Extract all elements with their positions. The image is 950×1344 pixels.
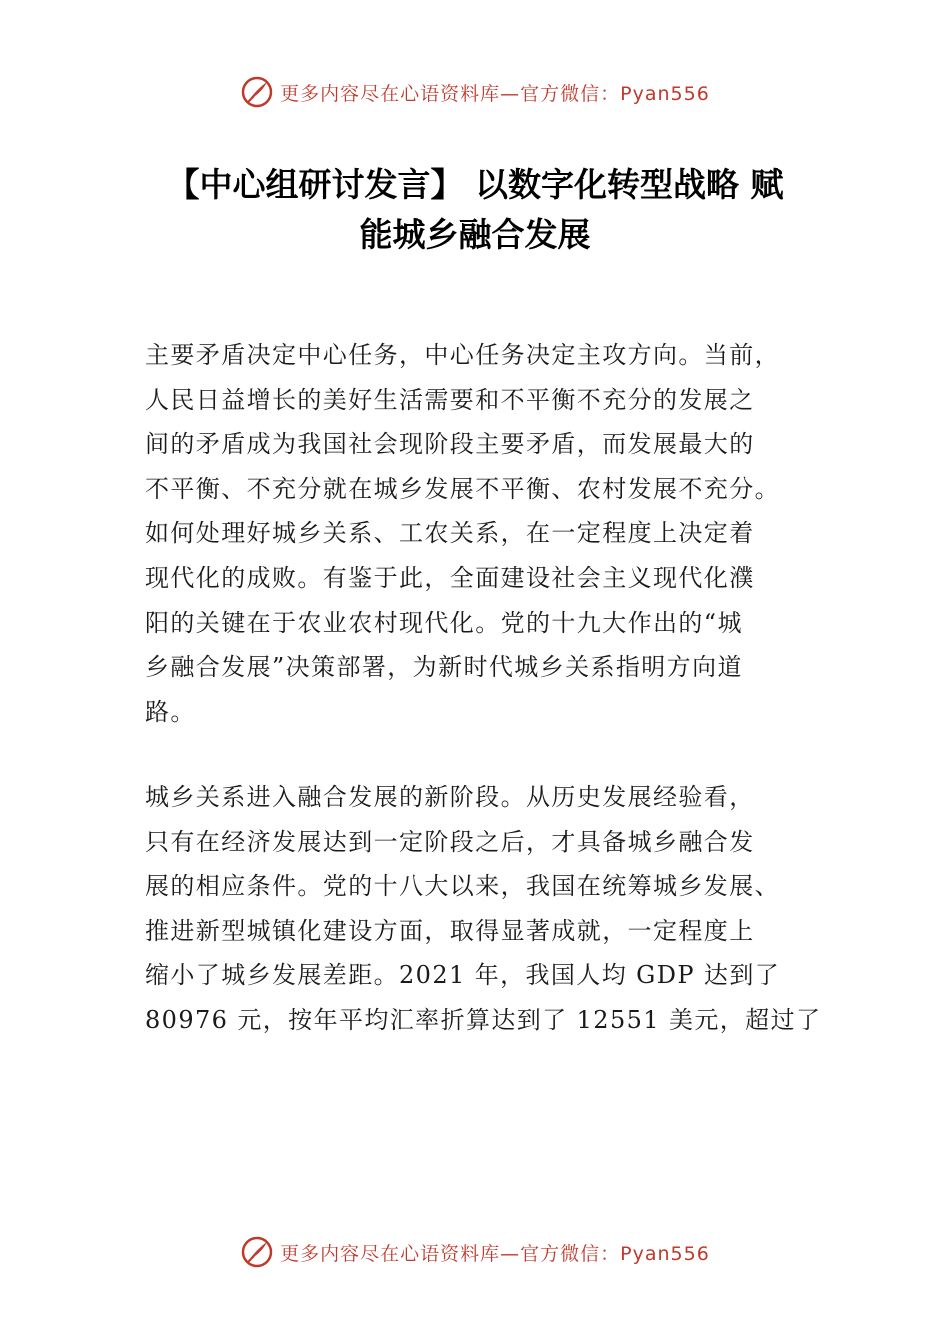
text-line: 间的矛盾成为我国社会现阶段主要矛盾，而发展最大的 xyxy=(145,430,755,459)
text-line: 80976 元，按年平均汇率折算达到了 12551 美元，超过了 xyxy=(145,1005,822,1034)
quill-logo-icon xyxy=(240,1235,274,1269)
paragraph-2 xyxy=(145,775,822,1043)
text-line: 如何处理好城乡关系、工农关系，在一定程度上决定着 xyxy=(145,519,755,548)
quill-logo-icon xyxy=(240,75,274,109)
text-line: 展的相应条件。党的十八大以来，我国在统筹城乡发展、 xyxy=(145,872,780,901)
document-title xyxy=(120,160,830,260)
text-line: 缩小了城乡发展差距。2021 年，我国人均 GDP 达到了 xyxy=(145,961,781,990)
banner-text: 更多内容尽在心语资料库—官方微信：Pyan556 xyxy=(280,82,710,105)
text-line: 现代化的成败。有鉴于此，全面建设社会主义现代化濮 xyxy=(145,563,755,592)
banner-text: 更多内容尽在心语资料库—官方微信：Pyan556 xyxy=(280,1242,710,1265)
text-line: 不平衡、不充分就在城乡发展不平衡、农村发展不充分。 xyxy=(145,474,780,503)
title-line: 能城乡融合发展 xyxy=(359,215,591,254)
text-line: 只有在经济发展达到一定阶段之后，才具备城乡融合发 xyxy=(145,827,755,856)
paragraph-1 xyxy=(145,333,815,734)
text-line: 路。 xyxy=(145,697,196,726)
title-line: 【中心组研讨发言】 以数字化转型战略 赋 xyxy=(166,165,784,204)
text-line: 主要矛盾决定中心任务，中心任务决定主攻方向。当前， xyxy=(145,341,780,369)
text-line: 人民日益增长的美好生活需要和不平衡不充分的发展之 xyxy=(145,385,755,414)
header-banner xyxy=(0,72,950,112)
text-line: 城乡关系进入融合发展的新阶段。从历史发展经验看， xyxy=(145,783,755,811)
footer-banner xyxy=(0,1232,950,1272)
text-line: 阳的关键在于农业农村现代化。党的十九大作出的“城 xyxy=(145,608,743,637)
text-line: 推进新型城镇化建设方面，取得显著成就，一定程度上 xyxy=(145,916,755,945)
text-line: 乡融合发展”决策部署，为新时代城乡关系指明方向道 xyxy=(145,653,743,682)
